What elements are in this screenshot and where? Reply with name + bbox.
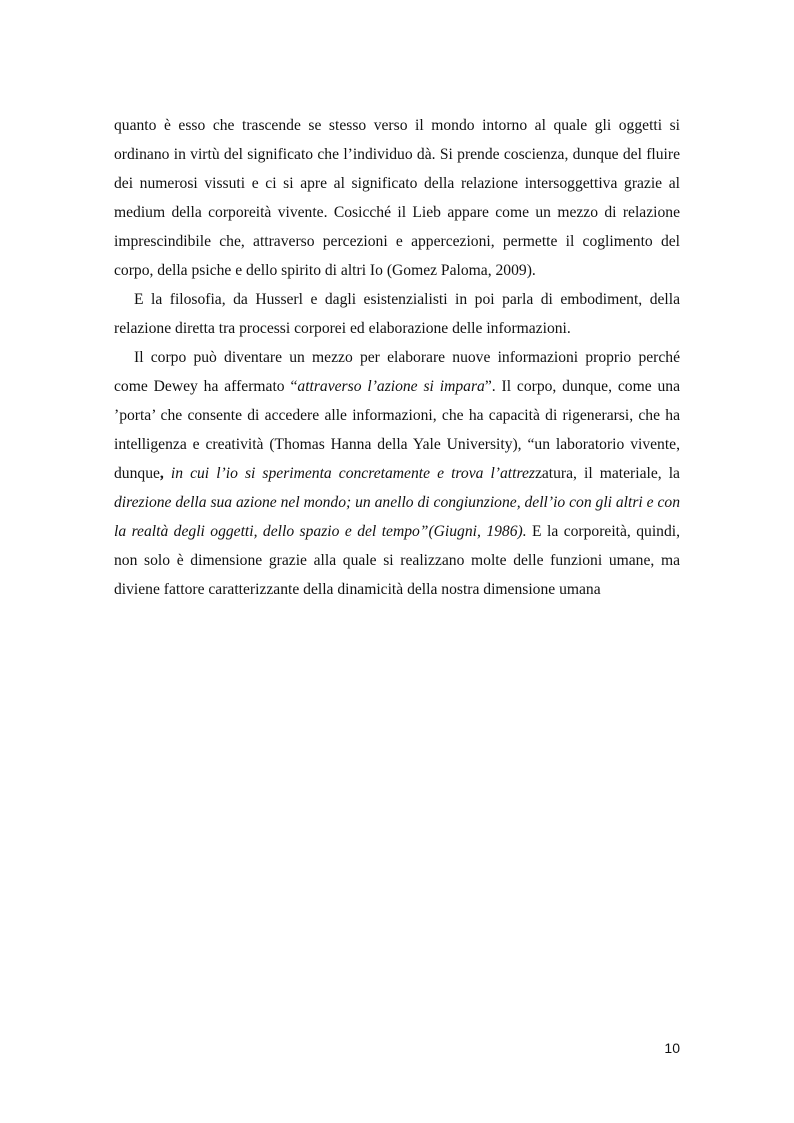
paragraph-3-text-4: E la corporeità, quindi, non solo è dimensione grazie alla quale si realizzano molte delle funzioni umane, ma diviene fattore caratterizzante della dinamicità della nostra dimensione umana xyxy=(114,523,680,598)
page-number: 10 xyxy=(664,1040,680,1056)
paragraph-3-text-1: Il corpo può diventare un mezzo per elaborare nuove informazioni proprio perché come Dewey ha affermato “ xyxy=(114,349,680,395)
quote-giugni-start: in cui l’io si sperimenta concretamente e trova l’attrez xyxy=(163,465,535,482)
paragraph-3-text-3: zatura, il materiale, la xyxy=(534,465,680,482)
quote-dewey: attraverso l’azione si impara xyxy=(297,378,485,395)
quote-giugni-end: direzione della sua azione nel mondo; un anello di congiunzione, dell’io con gli altri e con la realtà degli oggetti, dello spazio e del tempo”(Giugni, 1986). xyxy=(114,494,680,540)
paragraph-1: quanto è esso che trascende se stesso verso il mondo intorno al quale gli oggetti si ordinano in virtù del significato che l’individuo dà. Si prende coscienza, dunque del fluire dei numerosi vissuti e ci si apre al significato della relazione intersoggettiva grazie al medium della corporeità vivente. Cosicché il Lieb appare come un mezzo di relazione imprescindibile che, attraverso percezioni e appercezioni, permette il coglimento del corpo, della psiche e dello spirito di altri Io (Gomez Paloma, 2009). xyxy=(114,117,680,279)
page-body xyxy=(114,111,680,604)
paragraph-3-text-2: ”. Il corpo, dunque, come una ’porta’ che consente di accedere alle informazioni, che ha capacità di rigenerarsi, che ha intelligenza e creatività (Thomas Hanna della Yale University), “un laboratorio vivente, dunque xyxy=(114,378,681,482)
bold-comma: , xyxy=(159,465,164,482)
paragraph-3 xyxy=(114,343,680,604)
paragraph-2: E la filosofia, da Husserl e dagli esistenzialisti in poi parla di embodiment, della relazione diretta tra processi corporei ed elaborazione delle informazioni. xyxy=(114,291,680,337)
